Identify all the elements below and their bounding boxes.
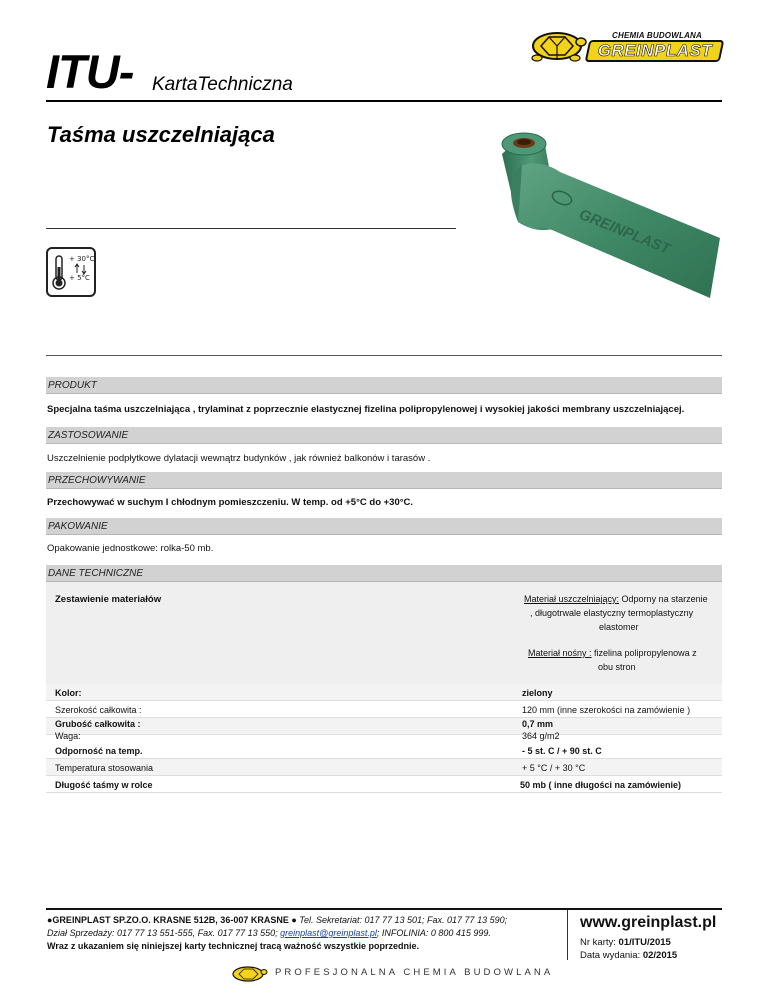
material-seal-line2: , długotrwale elastyczny termoplastyczny bbox=[530, 608, 694, 618]
logo-tagline: CHEMIA BUDOWLANA bbox=[612, 31, 703, 40]
turtle-logo-icon bbox=[527, 26, 587, 62]
issue-date-label: Data wydania: bbox=[580, 950, 643, 961]
material-carrier-line2: obu stron bbox=[598, 662, 636, 672]
tech-value-temperatura: + 5 °C / + 30 °C bbox=[522, 763, 586, 773]
footer-sales: Dział Sprzedaży: 017 77 13 551-555, Fax. 017 77 13 550; bbox=[47, 928, 281, 938]
table-row bbox=[46, 684, 722, 701]
svg-text:GREINPLAST: GREINPLAST bbox=[576, 205, 673, 258]
product-name: Taśma uszczelniająca bbox=[47, 122, 275, 147]
footer-contact-block bbox=[47, 914, 567, 953]
temp-max-label: + 30°C bbox=[69, 255, 95, 263]
thermometer-icon bbox=[46, 247, 96, 297]
issue-date-value: 02/2015 bbox=[642, 950, 678, 961]
document-title: ITU- bbox=[46, 45, 134, 98]
tech-label-waga: Waga: bbox=[55, 731, 81, 741]
tech-value-grubosc: 0,7 mm bbox=[522, 719, 554, 729]
section-header-przechowywanie: PRZECHOWYWANIE bbox=[46, 472, 722, 489]
tech-value-dlugosc: 50 mb ( inne długości na zamówienie) bbox=[520, 780, 682, 790]
tech-value-odpornosc: - 5 st. C / + 90 st. C bbox=[522, 746, 602, 756]
zastosowanie-text: Uszczelnienie podpłytkowe dylatacji wewnątrz budynków , jak również balkonów i tarasów . bbox=[47, 453, 431, 464]
footer-company-address: ●GREINPLAST SP.ZO.O. KRASNE 512B, 36-007 KRASNE ● bbox=[47, 915, 300, 925]
footer-vertical-divider bbox=[567, 910, 568, 960]
temp-min-label: + 5°C bbox=[69, 274, 90, 282]
tech-value-szerokosc: 120 mm (inne szerokości na zamówienie ) bbox=[522, 705, 691, 715]
material-seal-description bbox=[524, 592, 720, 606]
material-seal-line3: elastomer bbox=[599, 622, 639, 632]
document-subtitle: KartaTechniczna bbox=[152, 74, 293, 95]
tech-label-dlugosc: Długość taśmy w rolce bbox=[55, 780, 153, 790]
footer-divider bbox=[46, 908, 722, 910]
footer-tagline: PROFESJONALNA CHEMIA BUDOWLANA bbox=[275, 967, 554, 978]
section-header-zastosowanie: ZASTOSOWANIE bbox=[46, 427, 722, 444]
section-header-pakowanie: PAKOWANIE bbox=[46, 518, 722, 535]
footer-email-link[interactable]: greinplast@greinplast.pl bbox=[280, 928, 377, 938]
card-number-label: Nr karty: bbox=[580, 937, 619, 948]
tech-label-kolor: Kolor: bbox=[55, 688, 82, 698]
table-row bbox=[46, 718, 722, 735]
card-number-value: 01/ITU/2015 bbox=[618, 937, 671, 948]
material-seal-line1: Odporny na starzenie bbox=[619, 594, 708, 604]
tech-label-szerokosc: Szerokość całkowita : bbox=[55, 705, 142, 715]
footer-website-link[interactable]: www.greinplast.pl bbox=[580, 914, 717, 931]
section-divider bbox=[46, 355, 722, 356]
header-divider bbox=[46, 100, 722, 102]
pakowanie-text: Opakowanie jednostkowe: rolka-50 mb. bbox=[47, 543, 214, 554]
table-row bbox=[46, 742, 722, 759]
tech-label-odpornosc: Odporność na temp. bbox=[55, 746, 143, 756]
materials-label: Zestawienie materiałów bbox=[55, 594, 162, 605]
tech-label-temperatura: Temperatura stosowania bbox=[55, 763, 154, 773]
tech-value-waga: 364 g/m2 bbox=[522, 731, 560, 741]
footer-card-info bbox=[580, 936, 677, 962]
material-carrier-line1: fizelina polipropylenowa z bbox=[591, 648, 697, 658]
logo-wordmark: GREINPLAST bbox=[597, 41, 713, 60]
section-header-produkt: PRODUKT bbox=[46, 377, 722, 394]
material-carrier-label: Materiał nośny : bbox=[528, 648, 592, 658]
footer-infolinia: ; INFOLINIA: 0 800 415 999. bbox=[376, 928, 491, 938]
section-header-dane-techniczne: DANE TECHNICZNE bbox=[46, 565, 722, 582]
tech-value-kolor: zielony bbox=[522, 688, 553, 698]
tech-label-grubosc: Grubość całkowita : bbox=[55, 719, 141, 729]
produkt-text: Specjalna taśma uszczelniająca , trylaminat z poprzecznie elastycznej fizelina polipropylenowej i wysokiej jakości membrany uszczelniającej. bbox=[47, 404, 685, 415]
przechowywanie-text: Przechowywać w suchym I chłodnym pomieszczeniu. W temp. od +5°C do +30°C. bbox=[47, 497, 414, 508]
tape-roll-image bbox=[482, 120, 726, 302]
material-seal-label: Materiał uszczelniający: bbox=[524, 594, 620, 604]
header-divider-short bbox=[46, 228, 456, 229]
material-carrier-description bbox=[528, 646, 697, 660]
footer-notice: Wraz z ukazaniem się niniejszej karty technicznej tracą ważność wszystkie poprzednie. bbox=[47, 941, 419, 951]
footer-turtle-logo-icon bbox=[230, 962, 268, 982]
footer-phones: Tel. Sekretariat: 017 77 13 501; Fax. 017 77 13 590; bbox=[299, 915, 508, 925]
